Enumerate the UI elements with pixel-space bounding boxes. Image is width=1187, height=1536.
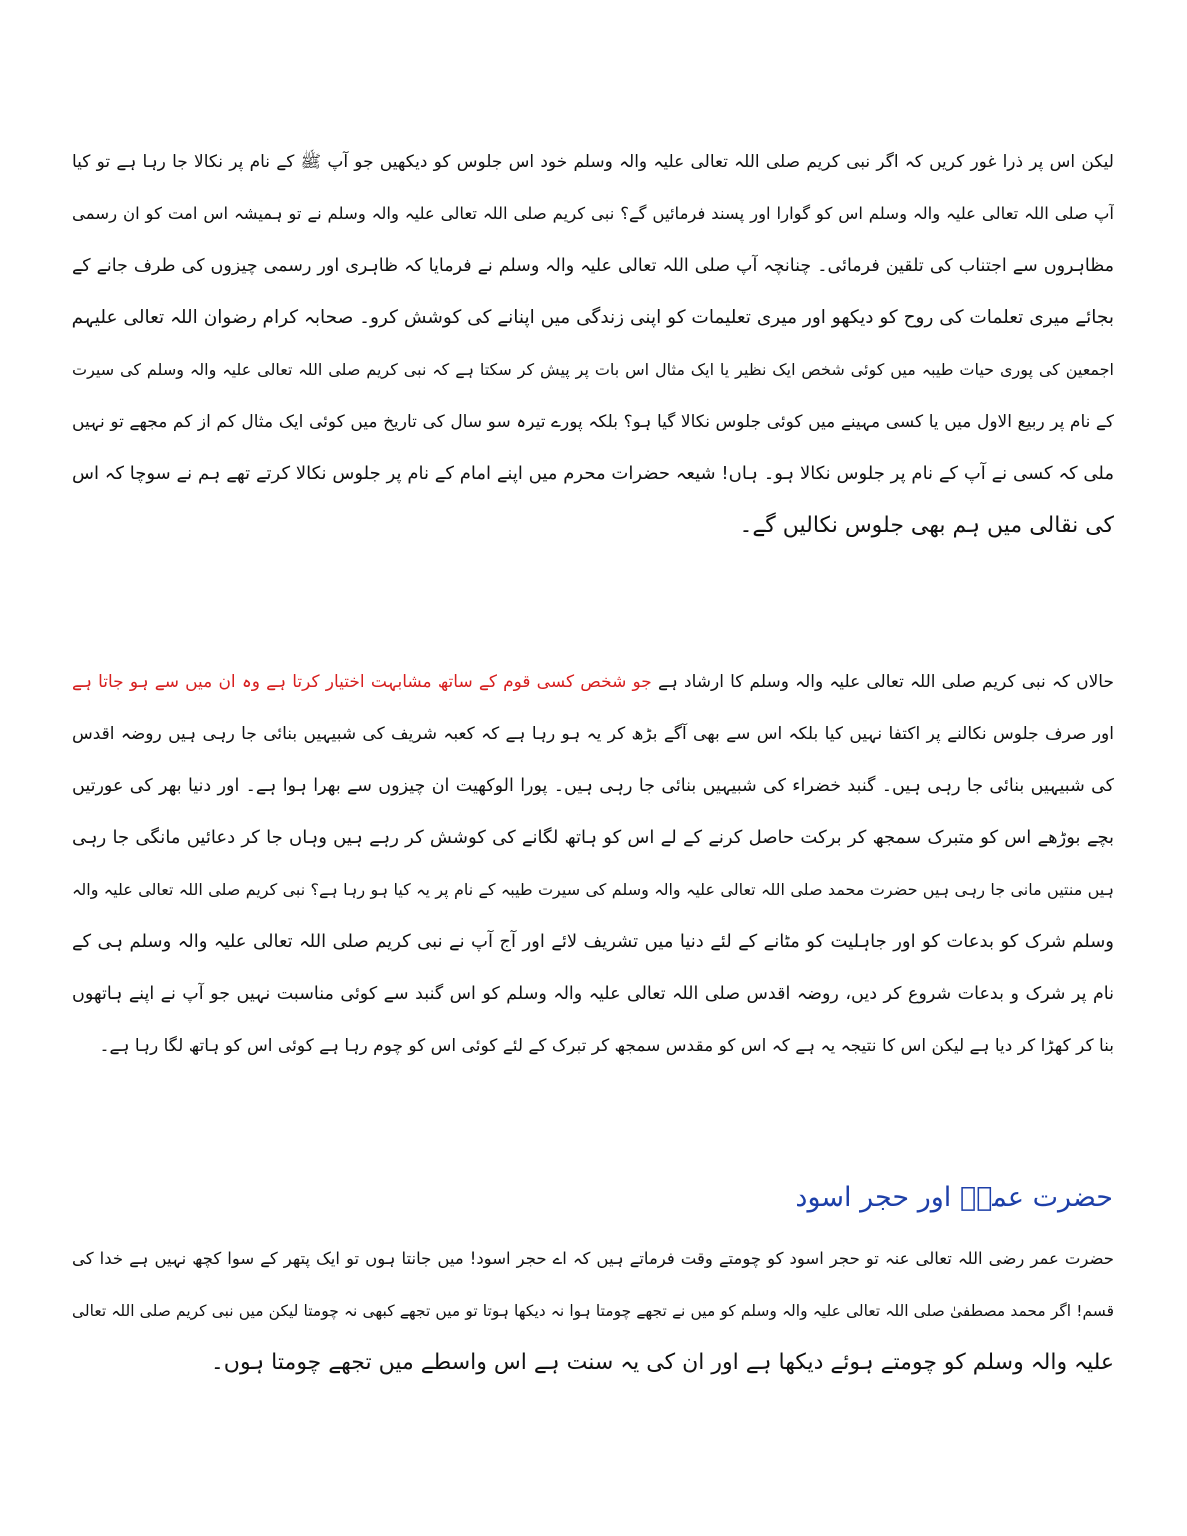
paragraph-procession [72, 136, 1114, 552]
text-line: حضرت عمر رضی اللہ تعالی عنہ تو حجر اسود کو چومتے وقت فرماتے ہیں کہ اے حجر اسود! میں جانتا ہوں تو ایک پتھر کے سوا کچھ نہیں ہے خدا کی [72, 1249, 1114, 1268]
text-line: کے نام پر ربیع الاول میں یا کسی مہینے میں کوئی جلوس نکالا گیا ہو؟ بلکہ پورے تیرہ سو سال کی تاریخ میں کوئی ایک مثال کم از کم مجھے تو نہیں [72, 412, 1114, 432]
text-line: ہیں منتیں مانی جا رہی ہیں حضرت محمد صلی اللہ تعالی علیہ والہ وسلم کی سیرت طیبہ کے نام پر یہ کیا ہو رہا ہے؟ نبی کریم صلی اللہ تعالی علیہ والہ [72, 880, 1114, 899]
text-line: کی شبیہیں بنائی جا رہی ہیں۔ گنبد خضراء کی شبیہیں بنائی جا رہی ہیں۔ پورا الوکھیت ان چیزوں سے بھرا ہوا ہے۔ اور دنیا بھر کی عورتیں [72, 776, 1114, 796]
paragraph-imitation [72, 656, 1114, 1072]
text-line: ملی کہ کسی نے آپ کے نام پر جلوس نکالا ہو۔ ہاں! شیعہ حضرات محرم میں اپنے امام کے نام پر جلوس نکالا کرتے تھے ہم نے سوچا کہ اس [72, 463, 1114, 484]
text-line: قسم! اگر محمد مصطفیٰ صلی اللہ تعالی علیہ والہ وسلم کو میں نے تجھے چومتا ہوا نہ دیکھا ہوتا تو میں تجھے کبھی نہ چومتا لیکن میں نبی کریم صلی اللہ تعالی [72, 1302, 1114, 1320]
text-line: لیکن اس پر ذرا غور کریں کہ اگر نبی کریم صلی اللہ تعالی علیہ والہ وسلم خود اس جلوس کو دیکھیں جو آپ ﷺ کے نام پر نکالا جا رہا ہے تو کیا [72, 152, 1114, 172]
text-line: اور صرف جلوس نکالنے پر اکتفا نہیں کیا بلکہ اس سے بھی آگے بڑھ کر یہ ہو رہا ہے کہ کعبہ شریف کی شبیہیں بنائی جا رہی ہیں روضہ اقدس [72, 724, 1114, 744]
text-line: اجمعین کی پوری حیات طیبہ میں کوئی شخص ایک نظیر یا ایک مثال اس بات پر پیش کر سکتا ہے کہ نبی کریم صلی اللہ تعالی علیہ والہ وسلم کی سیرت [72, 360, 1114, 379]
hadith-highlight: جو شخص کسی قوم کے ساتھ مشابہت اختیار کرتا ہے وہ ان میں سے ہو جاتا ہے [72, 672, 652, 692]
text-line: بچے بوڑھے اس کو متبرک سمجھ کر برکت حاصل کرنے کے لے اس کو ہاتھ لگانے کی کوشش کر رہے ہیں وہاں جا کر دعائیں مانگی جا رہی [72, 827, 1114, 848]
text-line: بجائے میری تعلمات کی روح کو دیکھو اور میری تعلیمات کو اپنی زندگی میں اپنانے کی کوشش کرو۔ صحابہ کرام رضوان اللہ تعالی علیہم [72, 307, 1114, 328]
text-line: نام پر شرک و بدعات شروع کر دیں، روضہ اقدس صلی اللہ تعالی علیہ والہ وسلم کو اس گنبد سے کوئی مناسبت نہیں جو آپ نے اپنے ہاتھوں [72, 984, 1114, 1004]
text-line: آپ صلی اللہ تعالی علیہ والہ وسلم اس کو گوارا اور پسند فرمائیں گے؟ نبی کریم صلی اللہ تعالی علیہ والہ وسلم نے تو ہمیشہ اس امت کو ان رسمی [72, 204, 1114, 223]
paragraph-black-stone [72, 1233, 1114, 1389]
text-line: بنا کر کھڑا کر دیا ہے لیکن اس کا نتیجہ یہ ہے کہ اس کو مقدس سمجھ کر تبرک کے لئے کوئی اس کو چوم رہا ہے کوئی اس کو ہاتھ لگا رہا ہے۔ [99, 1036, 1114, 1056]
text-line: وسلم شرک کو بدعات کو اور جاہلیت کو مٹانے کے لئے دنیا میں تشریف لائے اور آج آپ نے نبی کریم صلی اللہ تعالی علیہ والہ وسلم ہی کے [72, 931, 1114, 952]
text-plain: حالاں کہ نبی کریم صلی اللہ تعالی علیہ والہ وسلم کا ارشاد ہے [657, 672, 1114, 692]
text-line-with-hadith [72, 656, 1114, 708]
text-line: علیہ والہ وسلم کو چومتے ہوئے دیکھا ہے اور ان کی یہ سنت ہے اس واسطے میں تجھے چومتا ہوں۔ [210, 1350, 1114, 1375]
section-heading: حضرت عمرؓ اور حجر اسود [795, 1182, 1113, 1213]
text-line: مظاہروں سے اجتناب کی تلقین فرمائی۔ چنانچہ آپ صلی اللہ تعالی علیہ والہ وسلم نے فرمایا کہ ظاہری اور رسمی چیزوں کی طرف جانے کے [72, 256, 1114, 276]
text-line: کی نقالی میں ہم بھی جلوس نکالیں گے۔ [739, 513, 1114, 538]
